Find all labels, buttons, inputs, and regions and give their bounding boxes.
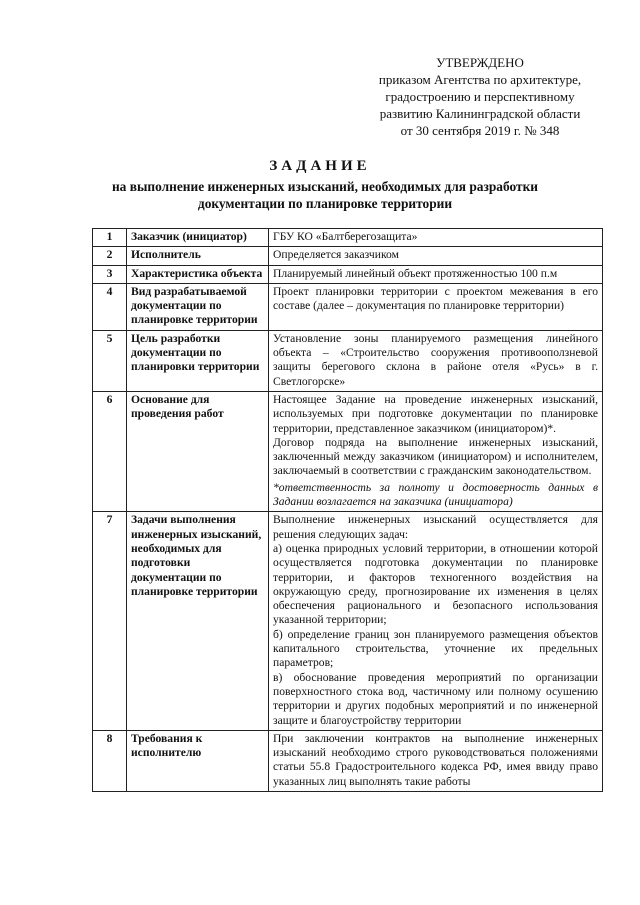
- row-value: [269, 265, 603, 283]
- table-row: [93, 512, 603, 730]
- row-number: 8: [93, 730, 127, 791]
- row-number: 1: [93, 229, 127, 247]
- row-label: Задачи выполнения инженерных изысканий, необходимых для подготовки документации по планировке территории: [127, 512, 269, 730]
- approval-line: УТВЕРЖДЕНО: [436, 55, 524, 70]
- row-value: [269, 229, 603, 247]
- table-row: [93, 229, 603, 247]
- row-value-paragraph: Настоящее Задание на проведение инженерных изысканий, используемых при подготовке документации по планировке территории, представленное заказчиком (инициатором)*.: [273, 392, 598, 435]
- row-value-paragraph: Проект планировки территории с проектом межевания в его составе (далее – документация по планировке территории): [273, 284, 598, 313]
- row-label: Вид разрабатываемой документации по планировке территории: [127, 283, 269, 330]
- row-value-paragraph: б) определение границ зон планируемого размещения объектов капитального строительства, уточнение их предельных параметров;: [273, 627, 598, 670]
- row-value-paragraph: ГБУ КО «Балтберегозащита»: [273, 230, 418, 243]
- approval-stamp: [355, 54, 605, 139]
- row-value-paragraph: Планируемый линейный объект протяженностью 100 п.м: [273, 266, 558, 280]
- task-table: [92, 228, 603, 792]
- approval-line: от 30 сентября 2019 г. № 348: [400, 123, 560, 138]
- row-label: Исполнитель: [127, 247, 269, 265]
- row-value-paragraph: Выполнение инженерных изысканий осуществляется для решения следующих задач:: [273, 513, 598, 541]
- row-number: 7: [93, 512, 127, 730]
- approval-line: приказом Агентства по архитектуре,: [378, 72, 582, 87]
- table-row: [93, 330, 603, 391]
- table-row: [93, 265, 603, 283]
- row-value: [269, 512, 603, 730]
- row-number: 3: [93, 265, 127, 283]
- row-label: Требования к исполнителю: [127, 730, 269, 791]
- document-subtitle: [70, 178, 580, 212]
- approval-line: развитию Калининградской области: [379, 106, 581, 121]
- approval-line: градостроению и перспективному: [385, 89, 575, 104]
- row-value-paragraph: Определяется заказчиком: [273, 248, 399, 262]
- row-value: [269, 391, 603, 511]
- subtitle-line: документации по планировке территории: [197, 196, 453, 211]
- row-value: [269, 730, 603, 791]
- row-value-paragraph: Договор подряда на выполнение инженерных изысканий, заключенный между заказчиком (инициатором) и исполнителем, заключаемый в соответствии с гражданским законодательством.: [273, 435, 598, 478]
- row-number: 5: [93, 330, 127, 391]
- row-value-paragraph: в) обоснование проведения мероприятий по организации поверхностного стока вод, частичному или полному осушению территории и других подобных мероприятий и по инженерной защите и благоустройству территории: [273, 670, 598, 727]
- document-title: ЗАДАНИЕ: [269, 158, 371, 174]
- row-number: 6: [93, 391, 127, 511]
- table-row: [93, 730, 603, 791]
- row-label: Заказчик (инициатор): [127, 229, 269, 247]
- row-value-paragraph: При заключении контрактов на выполнение инженерных изысканий необходимо строго руководствоваться положениями статьи 55.8 Градостроительного кодекса РФ, имея ввиду право указанных лиц выполнять такие работы: [273, 731, 598, 788]
- table-row: [93, 391, 603, 511]
- row-footnote: *ответственность за полноту и достоверность данных в Задании возлагается на заказчика (инициатора): [273, 480, 598, 509]
- table-row: [93, 283, 603, 330]
- row-value-paragraph: а) оценка природных условий территории, в отношении которой осуществляется подготовка документации по планировке территории, и факторов техногенного воздействия на окружающую среду, прогнозирование их изменения в целях обеспечения рационального и безопасного использования указанной территории;: [273, 541, 598, 627]
- row-number: 4: [93, 283, 127, 330]
- subtitle-line: на выполнение инженерных изысканий, необходимых для разработки: [111, 179, 539, 194]
- row-value: [269, 330, 603, 391]
- row-label: Цель разработки документации по планировки территории: [127, 330, 269, 391]
- row-value-paragraph: Установление зоны планируемого размещения линейного объекта – «Строительство сооружения противооползневой защиты берегового склона в районе отеля «Русь» в г. Светлогорске»: [273, 331, 598, 388]
- row-number: 2: [93, 247, 127, 265]
- row-value: [269, 283, 603, 330]
- row-label: Характеристика объекта: [127, 265, 269, 283]
- row-label: Основание для проведения работ: [127, 391, 269, 511]
- table-row: [93, 247, 603, 265]
- task-table-body: [93, 229, 603, 792]
- row-value: [269, 247, 603, 265]
